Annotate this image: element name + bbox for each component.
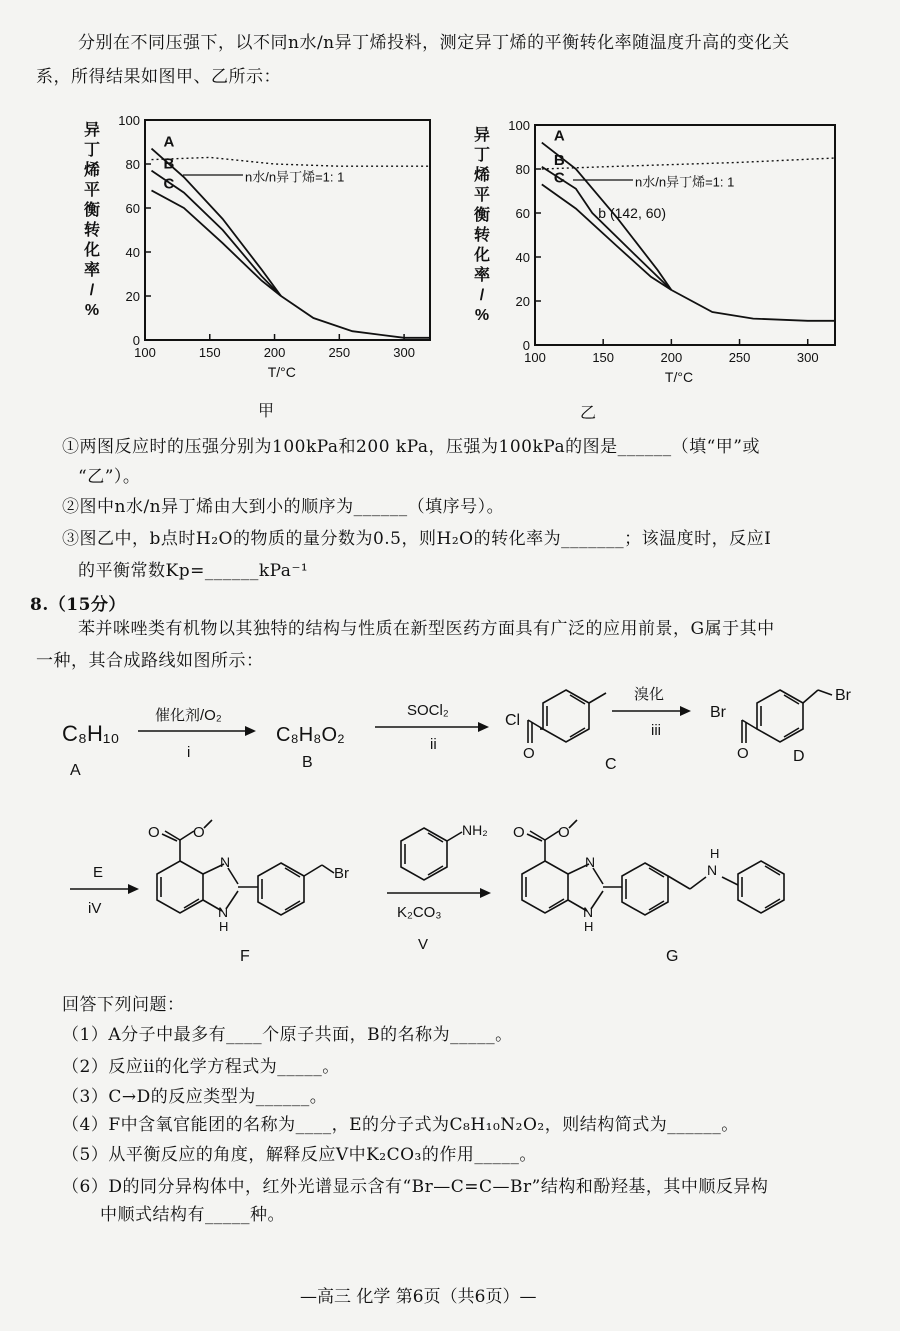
aniline-NH2: NH₂: [462, 822, 488, 838]
x-tick-label: 250: [328, 345, 351, 360]
compound-G-NH-N: N: [583, 904, 594, 920]
chart-yi-caption: 乙: [580, 403, 597, 422]
compound-F-structure: [157, 820, 334, 915]
q8-line-1: 苯并咪唑类有机物以其独特的结构与性质在新型医药方面具有广泛的应用前景，G属于其中: [78, 619, 775, 639]
compound-D-O: O: [737, 745, 749, 762]
label-A: A: [70, 762, 81, 779]
y-tick-label: 20: [515, 294, 530, 309]
compound-C-structure: [528, 690, 606, 743]
arrow-2-reagent: SOCl₂: [407, 702, 449, 719]
chart-jia-caption: 甲: [258, 401, 275, 420]
y-tick-label: 20: [125, 289, 140, 304]
compound-G-O-ester: O: [558, 824, 570, 841]
compound-D-Br-top: Br: [835, 687, 851, 704]
q8-sub-5: （5）从平衡反应的角度，解释反应V中K₂CO₃的作用_____。: [62, 1145, 537, 1165]
q8-sub-4: （4）F中含氧官能团的名称为____，E的分子式为C₈H₁₀N₂O₂，则结构简式为______。: [62, 1115, 739, 1135]
page-footer: —高三 化学 第6页（共6页）—: [300, 1287, 537, 1307]
arrow-1-reagent: 催化剂/O₂: [155, 707, 222, 724]
compound-B-formula: C₈H₈O₂: [276, 724, 345, 746]
arrow-3-step: iii: [651, 722, 661, 739]
compound-F-NH-N: N: [218, 904, 229, 920]
x-tick-label: 150: [198, 345, 221, 360]
arrow-3-reagent: 溴化: [634, 686, 665, 703]
series-label-B: B: [553, 151, 565, 169]
x-axis-label: T/°C: [664, 369, 694, 385]
y-tick-label: 80: [515, 162, 530, 177]
ratio-annotation: n水/n异丁烯=1: 1: [635, 174, 735, 190]
q7-item-1: ①两图反应时的压强分别为100kPa和200 kPa，压强为100kPa的图是______（填“甲”或: [62, 437, 760, 457]
series-line-C: [152, 190, 282, 296]
chart-jia: [70, 105, 440, 380]
q7-item-3-cont: 的平衡常数Kp=______kPa⁻¹: [78, 561, 309, 581]
y-tick-label: 100: [508, 118, 530, 133]
series-label-C: C: [163, 175, 175, 193]
arrow-4-step: iV: [88, 900, 102, 917]
series-line-C: [542, 184, 672, 290]
y-tick-label: 60: [515, 206, 530, 221]
y-tick-label: 0: [132, 333, 140, 348]
y-tick-label: 100: [118, 113, 140, 128]
series-line-seg3: [281, 296, 430, 338]
x-tick-label: 200: [660, 350, 683, 365]
x-tick-label: 150: [592, 350, 615, 365]
x-axis-label: T/°C: [267, 364, 296, 380]
x-tick-label: 300: [796, 350, 819, 365]
compound-C-O: O: [523, 745, 535, 762]
compound-G-N: N: [585, 854, 596, 870]
label-C: C: [605, 756, 617, 773]
label-B: B: [302, 754, 313, 771]
x-tick-label: 100: [524, 350, 546, 365]
series-label-C: C: [553, 169, 565, 187]
answers-intro: 回答下列问题：: [62, 995, 185, 1015]
q7-item-1-cont: “乙”）。: [78, 467, 141, 487]
compound-G-NH-H: H: [584, 919, 594, 934]
arrow-4-reagent: E: [93, 864, 104, 881]
q8-line-2: 一种，其合成路线如图所示：: [36, 651, 264, 671]
ratio-annotation: n水/n异丁烯=1: 1: [245, 169, 345, 185]
synthesis-scheme: [0, 665, 900, 975]
intro-line-2: 系，所得结果如图甲、乙所示：: [36, 67, 281, 87]
q7-item-3: ③图乙中，b点时H₂O的物质的量分数为0.5，则H₂O的转化率为_______；该温度时，反应Ⅰ: [62, 529, 772, 549]
label-G: G: [666, 948, 679, 965]
compound-D-Br-acyl: Br: [710, 704, 726, 721]
x-tick-label: 100: [134, 345, 156, 360]
series-line-seg4: [152, 157, 431, 166]
intro-line-1: 分别在不同压强下，以不同n水/n异丁烯投料，测定异丁烯的平衡转化率随温度升高的变化关: [78, 33, 790, 53]
q8-sub-1: （1）A分子中最多有____个原子共面，B的名称为_____。: [62, 1025, 513, 1045]
y-tick-label: 0: [522, 338, 530, 353]
compound-G-O-carbonyl: O: [513, 824, 525, 841]
compound-F-O-ester: O: [193, 824, 205, 841]
point-b-label: b (142, 60): [598, 205, 666, 221]
aniline-reagent-structure: [401, 828, 462, 880]
plot-frame: [535, 125, 835, 345]
chart-yi: [460, 110, 850, 385]
y-tick-label: 40: [125, 245, 140, 260]
q8-sub-6: （6）D的同分异构体中，红外光谱显示含有“Br—C=C—Br”结构和酚羟基，其中顺反异构: [62, 1177, 769, 1197]
y-tick-label: 60: [125, 201, 140, 216]
q8-header: 8.（15分）: [30, 595, 126, 615]
compound-F-NH-H: H: [219, 919, 229, 934]
compound-G-amine-N: N: [707, 862, 718, 878]
q7-item-2: ②图中n水/n异丁烯由大到小的顺序为______（填序号）。: [62, 497, 505, 517]
compound-D-structure: [742, 690, 832, 743]
q8-sub-6-cont: 中顺式结构有_____种。: [100, 1205, 285, 1225]
compound-F-Br: Br: [334, 865, 349, 882]
series-label-A: A: [553, 127, 565, 145]
q8-sub-2: （2）反应ⅱ的化学方程式为_____。: [62, 1057, 340, 1077]
y-tick-label: 40: [515, 250, 530, 265]
compound-F-O-carbonyl: O: [148, 824, 160, 841]
series-label-A: A: [163, 133, 175, 151]
arrow-5-reagent: K₂CO₃: [397, 904, 442, 921]
y-axis-label: 异丁烯平衡转化率/ %: [473, 127, 491, 324]
compound-C-Cl: Cl: [505, 712, 521, 729]
q8-sub-3: （3）C→D的反应类型为______。: [62, 1087, 328, 1107]
series-line-seg3: [671, 290, 835, 321]
compound-F-N: N: [220, 854, 231, 870]
y-axis-label: 异丁烯平衡转化率/ %: [83, 122, 101, 319]
arrow-5-step: V: [418, 936, 429, 953]
y-tick-label: 80: [125, 157, 140, 172]
label-F: F: [240, 948, 250, 965]
x-tick-label: 250: [728, 350, 751, 365]
arrow-2-step: ii: [430, 736, 437, 753]
arrow-1-step: i: [187, 744, 191, 761]
compound-G-amine-H: H: [710, 846, 720, 861]
compound-A-formula: C₈H₁₀: [62, 721, 120, 746]
x-tick-label: 300: [393, 345, 415, 360]
series-line-seg4: [542, 158, 835, 169]
series-label-B: B: [163, 155, 175, 173]
x-tick-label: 200: [263, 345, 286, 360]
label-D: D: [793, 748, 805, 765]
plot-frame: [145, 120, 430, 340]
